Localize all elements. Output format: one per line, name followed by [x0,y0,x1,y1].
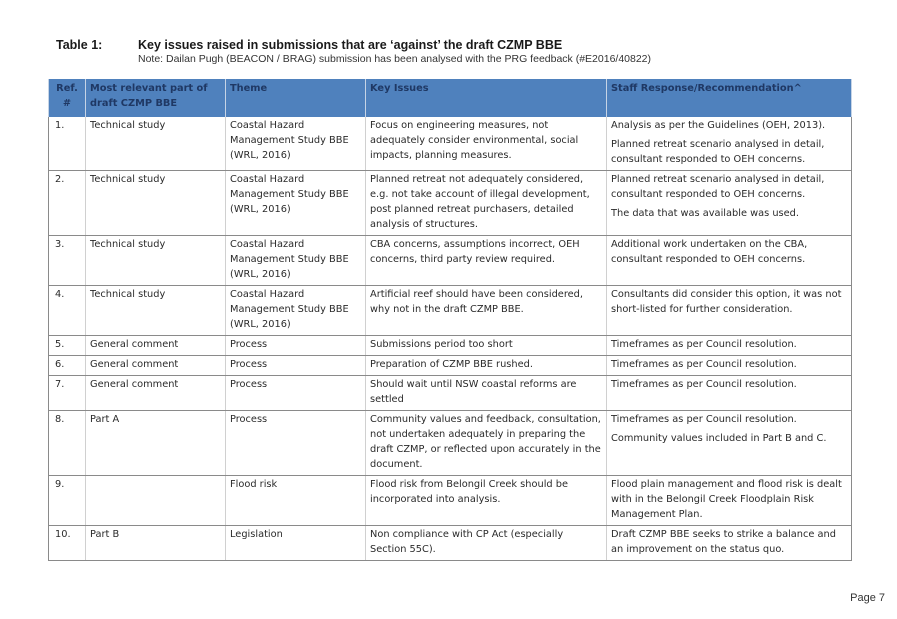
response-paragraph: Planned retreat scenario analysed in detail, consultant responded to OEH concerns. [611,139,825,165]
cell-theme: Coastal Hazard Management Study BBE (WRL, 2016) [226,117,366,171]
response-paragraph: Timeframes as per Council resolution. [611,359,797,370]
table-row [49,356,852,376]
cell-key-issues: Flood risk from Belongil Creek should be incorporated into analysis. [366,476,607,526]
cell-part: General comment [86,336,226,356]
cell-key-issues: Non compliance with CP Act (especially Section 55C). [366,526,607,561]
page-number: Page 7 [850,592,885,604]
cell-ref: 10. [49,526,86,561]
cell-key-issues: Focus on engineering measures, not adequately consider environmental, social impacts, planning measures. [366,117,607,171]
cell-part: General comment [86,376,226,411]
cell-ref: 1. [49,117,86,171]
cell-staff-response [607,336,852,356]
header-theme: Theme [226,79,366,117]
table-row [49,526,852,561]
cell-staff-response [607,117,852,171]
cell-theme: Process [226,376,366,411]
response-paragraph: Draft CZMP BBE seeks to strike a balance and an improvement on the status quo. [611,529,836,555]
cell-theme: Process [226,411,366,476]
cell-theme: Coastal Hazard Management Study BBE (WRL, 2016) [226,286,366,336]
response-paragraph: Additional work undertaken on the CBA, consultant responded to OEH concerns. [611,239,808,265]
table-body [49,117,852,561]
response-paragraph: Timeframes as per Council resolution. [611,379,797,390]
cell-theme: Flood risk [226,476,366,526]
caption-label: Table 1: [56,38,103,52]
cell-ref: 6. [49,356,86,376]
table-row [49,336,852,356]
cell-key-issues: CBA concerns, assumptions incorrect, OEH concerns, third party review required. [366,236,607,286]
header-key-issues: Key Issues [366,79,607,117]
caption-title: Key issues raised in submissions that are ‘against’ the draft CZMP BBE [138,38,563,52]
cell-theme: Process [226,356,366,376]
cell-theme: Legislation [226,526,366,561]
cell-theme: Coastal Hazard Management Study BBE (WRL, 2016) [226,171,366,236]
cell-staff-response [607,171,852,236]
cell-ref: 9. [49,476,86,526]
cell-key-issues: Should wait until NSW coastal reforms are settled [366,376,607,411]
cell-staff-response [607,236,852,286]
header-part: Most relevant part of draft CZMP BBE [86,79,226,117]
response-paragraph: Timeframes as per Council resolution. [611,339,797,350]
cell-ref: 3. [49,236,86,286]
response-paragraph: Community values included in Part B and C. [611,433,827,444]
cell-part: Part A [86,411,226,476]
response-paragraph: Planned retreat scenario analysed in detail, consultant responded to OEH concerns. [611,174,825,200]
issues-table [48,79,852,561]
cell-part: Technical study [86,286,226,336]
cell-ref: 5. [49,336,86,356]
response-paragraph: Analysis as per the Guidelines (OEH, 2013). [611,120,826,131]
cell-part: Technical study [86,171,226,236]
cell-theme: Coastal Hazard Management Study BBE (WRL, 2016) [226,236,366,286]
cell-ref: 7. [49,376,86,411]
response-paragraph: Timeframes as per Council resolution. [611,414,797,425]
table-row [49,376,852,411]
header-ref: Ref. # [49,79,86,117]
cell-part [86,476,226,526]
cell-theme: Process [226,336,366,356]
response-paragraph: The data that was available was used. [611,208,800,219]
table-row [49,171,852,236]
cell-staff-response [607,376,852,411]
cell-key-issues: Preparation of CZMP BBE rushed. [366,356,607,376]
response-paragraph: Flood plain management and flood risk is dealt with in the Belongil Creek Floodplain Risk Management Plan. [611,479,842,520]
cell-ref: 8. [49,411,86,476]
header-staff-response: Staff Response/Recommendation^ [607,79,852,117]
table-row [49,236,852,286]
cell-key-issues: Community values and feedback, consultation, not undertaken adequately in preparing the draft CZMP, or reflected upon accurately in the document. [366,411,607,476]
response-paragraph: Consultants did consider this option, it was not short-listed for further consideration. [611,289,842,315]
cell-part: Part B [86,526,226,561]
table-row [49,411,852,476]
cell-key-issues: Submissions period too short [366,336,607,356]
cell-staff-response [607,476,852,526]
cell-key-issues: Planned retreat not adequately considered, e.g. not take account of illegal development, post planned retreat purchasers, detailed analysis of structures. [366,171,607,236]
table-row [49,117,852,171]
cell-ref: 2. [49,171,86,236]
cell-key-issues: Artificial reef should have been considered, why not in the draft CZMP BBE. [366,286,607,336]
cell-ref: 4. [49,286,86,336]
cell-staff-response [607,356,852,376]
cell-staff-response [607,286,852,336]
table-row [49,286,852,336]
table-caption [56,38,856,66]
cell-staff-response [607,526,852,561]
cell-part: General comment [86,356,226,376]
cell-staff-response [607,411,852,476]
table-header-row [49,79,852,117]
cell-part: Technical study [86,236,226,286]
caption-note: Note: Dailan Pugh (BEACON / BRAG) submission has been analysed with the PRG feedback (#E2016/40822) [138,53,652,65]
cell-part: Technical study [86,117,226,171]
table-row [49,476,852,526]
